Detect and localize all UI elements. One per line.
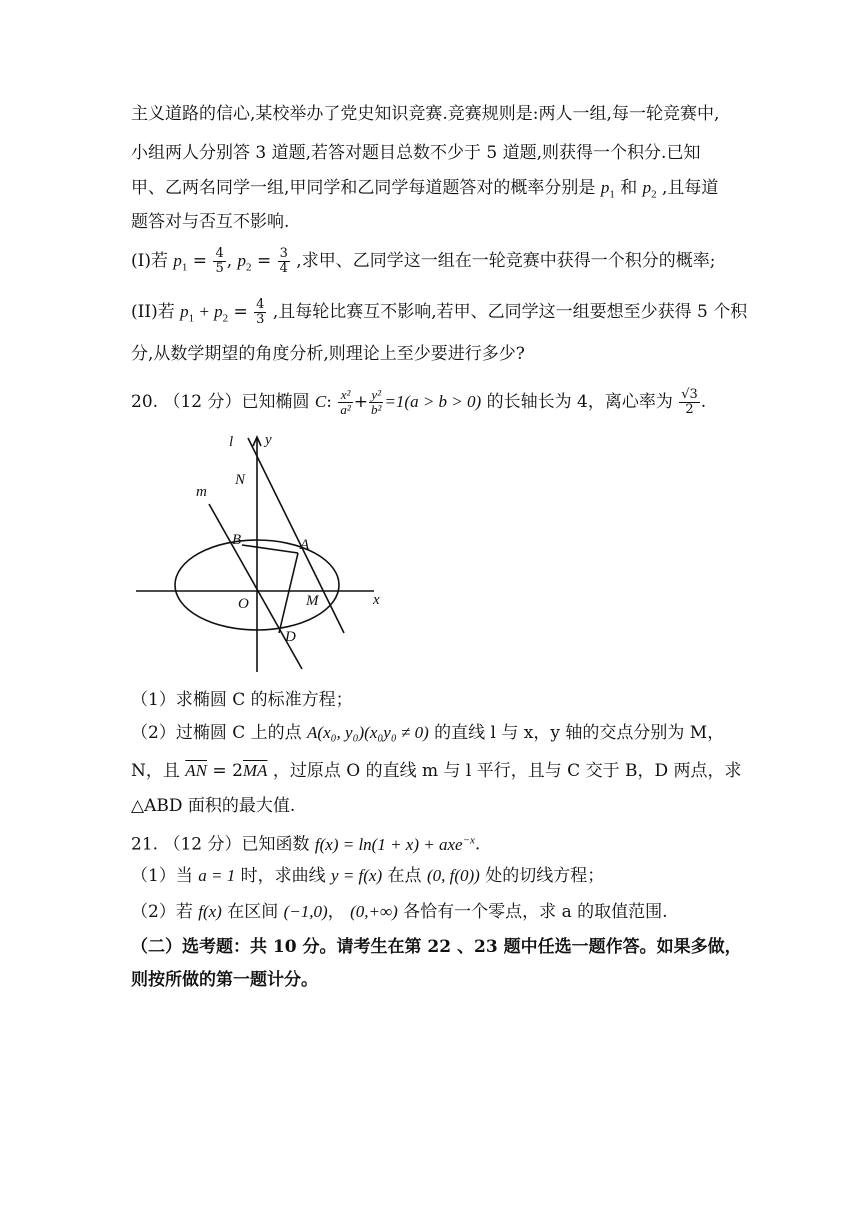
ellipse-figure (136, 432, 388, 672)
label-m: m (196, 484, 207, 500)
section-optional-heading: （二）选考题：共 10 分。请考生在第 22 、23 题中任选一题作答。如果多做， (131, 937, 742, 957)
problem20-part2-cont: N，且 $\overline{AN} = 2\overline{MA}$ ，过原点 O 的直线 m 与 l 平行，且与 C 交于 B，D 两点，求 (131, 761, 742, 781)
segment-ad (279, 553, 298, 633)
problem20-part1: （1）求椭圆 C 的标准方程； (131, 690, 353, 710)
problem19-part1: (I)若 $p_1$ = $\frac{4}{5}$ , $p_2$ = $\frac{3}{4}$ ,求甲、乙同学这一组在一轮竞赛中获得一个积分的概率; (131, 246, 716, 276)
problem19-part2: (II)若 $p_1 + p_2$ = $\frac{4}{3}$ ,且每轮比赛互不影响,若甲、乙同学这一组要想至少获得 5 个积 (131, 297, 748, 327)
label-N: N (235, 472, 246, 488)
label-l: l (229, 434, 234, 450)
p2-symbol: $p_2$ (642, 178, 657, 201)
label-x: x (373, 592, 380, 608)
problem20-stem: 20. （12 分）已知椭圆 C: $\frac{\text{x²}}{\text{a²}}$ + $\frac{\text{y²}}{\text{b²}}$ =1(a > b > 0) 的长轴长为 4，离心率为 $\frac{√3}{2}$ . (131, 387, 707, 417)
label-A: A (300, 537, 310, 553)
segment-ba (242, 545, 298, 553)
problem20-part2: （2）过椭圆 C 上的点 A(x₀, y₀)(x₀y₀ ≠ 0) 的直线 l 与 x，y 轴的交点分别为 M， (131, 723, 725, 743)
problem20-part2-end: △ABD 面积的最大值. (131, 796, 296, 816)
line-l (248, 438, 344, 633)
problem19-line3: 甲、乙两名同学一组,甲同学和乙同学每道题答对的概率分别是 $p_1$ 和 $p_2$ ,且每道 (131, 178, 719, 201)
section-optional-heading-cont: 则按所做的第一题计分。 (131, 970, 318, 990)
label-y: y (265, 432, 272, 448)
label-M: M (306, 593, 319, 609)
label-O: O (238, 596, 249, 612)
problem19-line1: 主义道路的信心,某校举办了党史知识竞赛.竞赛规则是:两人一组,每一轮竞赛中, (131, 104, 720, 124)
problem21-part2: （2）若 f(x) 在区间 (−1,0)， (0,+∞) 各恰有一个零点，求 a 的取值范围. (131, 902, 668, 922)
problem19-line2: 小组两人分别答 3 道题,若答对题目总数不少于 5 道题,则获得一个积分.已知 (131, 143, 701, 163)
problem19-line4: 题答对与否互不影响. (131, 212, 290, 232)
label-B: B (232, 532, 242, 548)
problem21-part1: （1）当 a = 1 时，求曲线 y = f(x) 在点 (0, f(0)) 处的切线方程； (131, 866, 605, 886)
problem19-part2-cont: 分,从数学期望的角度分析,则理论上至少要进行多少? (131, 344, 525, 364)
problem21-stem: 21. （12 分）已知函数 f(x) = ln(1 + x) + axe$^{-x}$. (131, 834, 481, 855)
label-D: D (285, 629, 296, 645)
p1-symbol: $p_1$ (600, 178, 615, 201)
